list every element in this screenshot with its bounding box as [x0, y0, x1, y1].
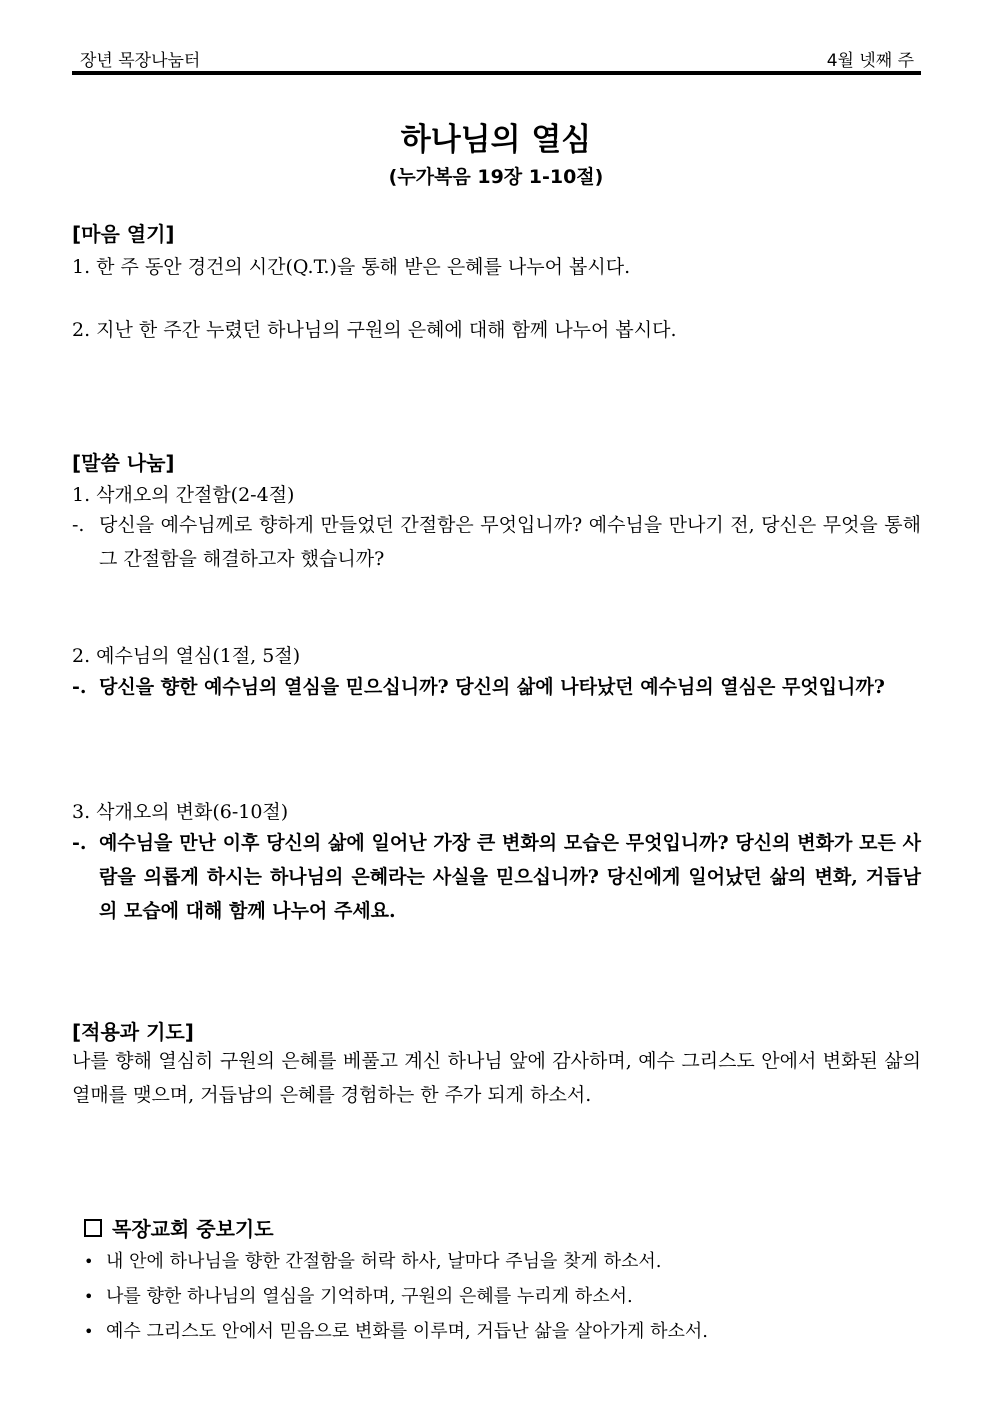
question-2-title: 2. 예수님의 열심(1절, 5절) [72, 645, 301, 667]
bullet-icon: • [84, 1252, 94, 1271]
header-left: 장년 목장나눔터 [80, 51, 201, 71]
bullet-icon: • [84, 1287, 94, 1306]
dash-marker: -. [72, 676, 87, 698]
question-1-text: 당신을 예수님께로 향하게 만들었던 간절함은 무엇입니까? 예수님을 만나기 전, 당신은 무엇을 통해 그 간절함을 해결하고자 했습니까? [99, 514, 921, 570]
prayer-list [84, 1247, 708, 1352]
open-item-2: 2. 지난 한 주간 누렸던 하나님의 구원의 은혜에 대해 함께 나누어 봅시다. [72, 319, 677, 341]
section-heading-apply: [적용과 기도] [72, 1020, 194, 1044]
list-item [84, 1247, 708, 1282]
list-item-text: 나를 향한 하나님의 열심을 기억하며, 구원의 은혜를 누리게 하소서. [106, 1286, 633, 1307]
checkbox-icon [84, 1219, 102, 1237]
section-heading-open: [마음 열기] [72, 222, 175, 246]
list-item-text: 예수 그리스도 안에서 믿음으로 변화를 이루며, 거듭난 삶을 살아가게 하소서. [106, 1321, 708, 1342]
open-item-1: 1. 한 주 동안 경건의 시간(Q.T.)을 통해 받은 은혜를 나누어 봅시다. [72, 256, 631, 278]
list-item [84, 1282, 708, 1317]
page-subtitle: (누가복음 19장 1-10절) [388, 166, 604, 188]
question-3-body [72, 826, 921, 928]
prayer-heading [84, 1213, 274, 1242]
question-1-title: 1. 삭개오의 간절함(2-4절) [72, 484, 295, 506]
question-1-body [72, 508, 921, 576]
header-rule [72, 71, 921, 75]
dash-marker: -. [72, 832, 87, 854]
question-3-text: 예수님을 만난 이후 당신의 삶에 일어난 가장 큰 변화의 모습은 무엇입니까? 당신의 변화가 모든 사람을 의롭게 하시는 하나님의 은혜라는 사실을 믿으십니까? 당신에게 일어났던 삶의 변화, 거듭남의 모습에 대해 함께 나누어 주세요. [99, 832, 921, 922]
apply-text: 나를 향해 열심히 구원의 은혜를 베풀고 계신 하나님 앞에 감사하며, 예수 그리스도 안에서 변화된 삶의 열매를 맺으며, 거듭남의 은혜를 경험하는 한 주가 되게 하소서. [72, 1050, 921, 1106]
prayer-heading-label: 목장교회 중보기도 [112, 1217, 274, 1241]
question-2-text: 당신을 향한 예수님의 열심을 믿으십니까? 당신의 삶에 나타났던 예수님의 열심은 무엇입니까? [99, 676, 885, 698]
list-item [84, 1317, 708, 1352]
bullet-icon: • [84, 1322, 94, 1341]
question-3-title: 3. 삭개오의 변화(6-10절) [72, 801, 289, 823]
question-2-body [72, 670, 921, 704]
page-title: 하나님의 열심 [400, 122, 592, 158]
dash-marker: -. [72, 514, 85, 536]
header-right: 4월 넷째 주 [826, 51, 914, 71]
list-item-text: 내 안에 하나님을 향한 간절함을 허락 하사, 날마다 주님을 찾게 하소서. [106, 1251, 662, 1272]
section-heading-word: [말씀 나눔] [72, 451, 175, 475]
